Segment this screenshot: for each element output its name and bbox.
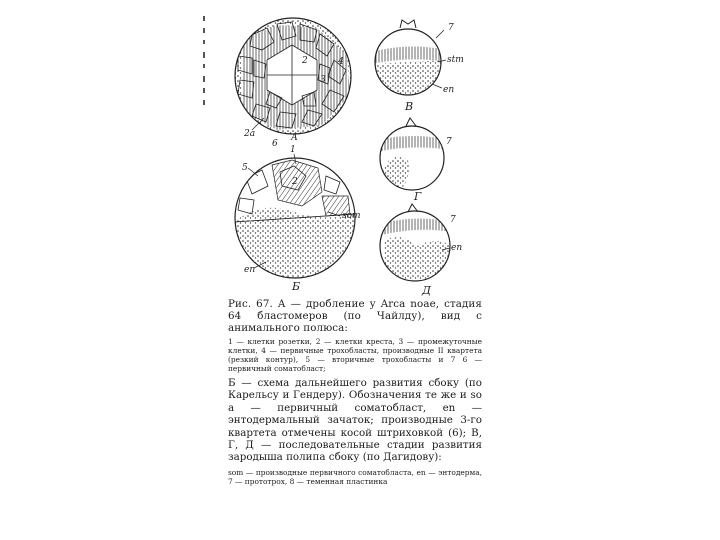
label-v-letter: В <box>405 100 414 113</box>
drawing-v <box>372 20 464 113</box>
caption-legend-a: 1 — клетки розетки, 2 — клетки креста, 3 — промежуточные клетки, 4 — первичные трохобласты, производные II квартета (резкий контур), 5 — вторичные трохобласты и 7 6 — первичный соматобласт; <box>228 337 482 373</box>
label-v-stm: stm <box>447 55 464 65</box>
drawing-a <box>232 15 357 149</box>
caption-legend-tail: som — производные первичного соматобласта, en — энтодерма, 7 — прототрох, 8 — теменная пластинка <box>228 467 482 486</box>
label-a-2: 2 <box>302 56 308 66</box>
caption-title: Рис. 67. А — дробление у Arca noae, стадия 64 бластомеров (по Чайлду), вид с анимального полюса: <box>228 298 482 334</box>
caption-part-b: Б — схема дальнейшего развития сбоку (по Карельсу и Гендеру). Обозначения те же и sо а — первичный соматобласт, en — энтодермальный зачаток; производные 3-го квартета отмечены косой штриховкой (6); В, Г, Д — последовательные стадии развития зародыша полипа сбоку (по Дагидову): <box>228 377 482 464</box>
label-b-en: en <box>244 265 256 275</box>
label-a-letter: А <box>291 133 298 143</box>
label-b-2: 2 <box>292 177 298 187</box>
label-a-4: 4 <box>338 57 344 67</box>
figure-67 <box>222 0 502 300</box>
label-a-3: 3 <box>320 75 326 85</box>
label-b-som: som <box>342 211 361 221</box>
label-a-6: 6 <box>272 139 278 149</box>
drawing-b <box>232 145 362 293</box>
label-g-letter: Г <box>414 190 422 203</box>
label-g-8: 7 <box>446 137 452 147</box>
label-a-2a: 2а <box>244 129 256 139</box>
label-v-en: en <box>443 85 455 95</box>
margin-marks <box>203 12 213 112</box>
figure-caption <box>228 298 482 486</box>
label-b-5: 5 <box>242 163 248 173</box>
label-v-7: 7 <box>448 23 454 33</box>
label-d-en: en <box>451 243 463 253</box>
drawing-g <box>377 118 452 203</box>
label-d-7: 7 <box>450 215 456 225</box>
drawing-d <box>378 204 462 297</box>
label-b-1: 1 <box>290 145 296 155</box>
label-b-letter: Б <box>292 280 301 293</box>
label-d-letter: Д <box>422 284 431 297</box>
